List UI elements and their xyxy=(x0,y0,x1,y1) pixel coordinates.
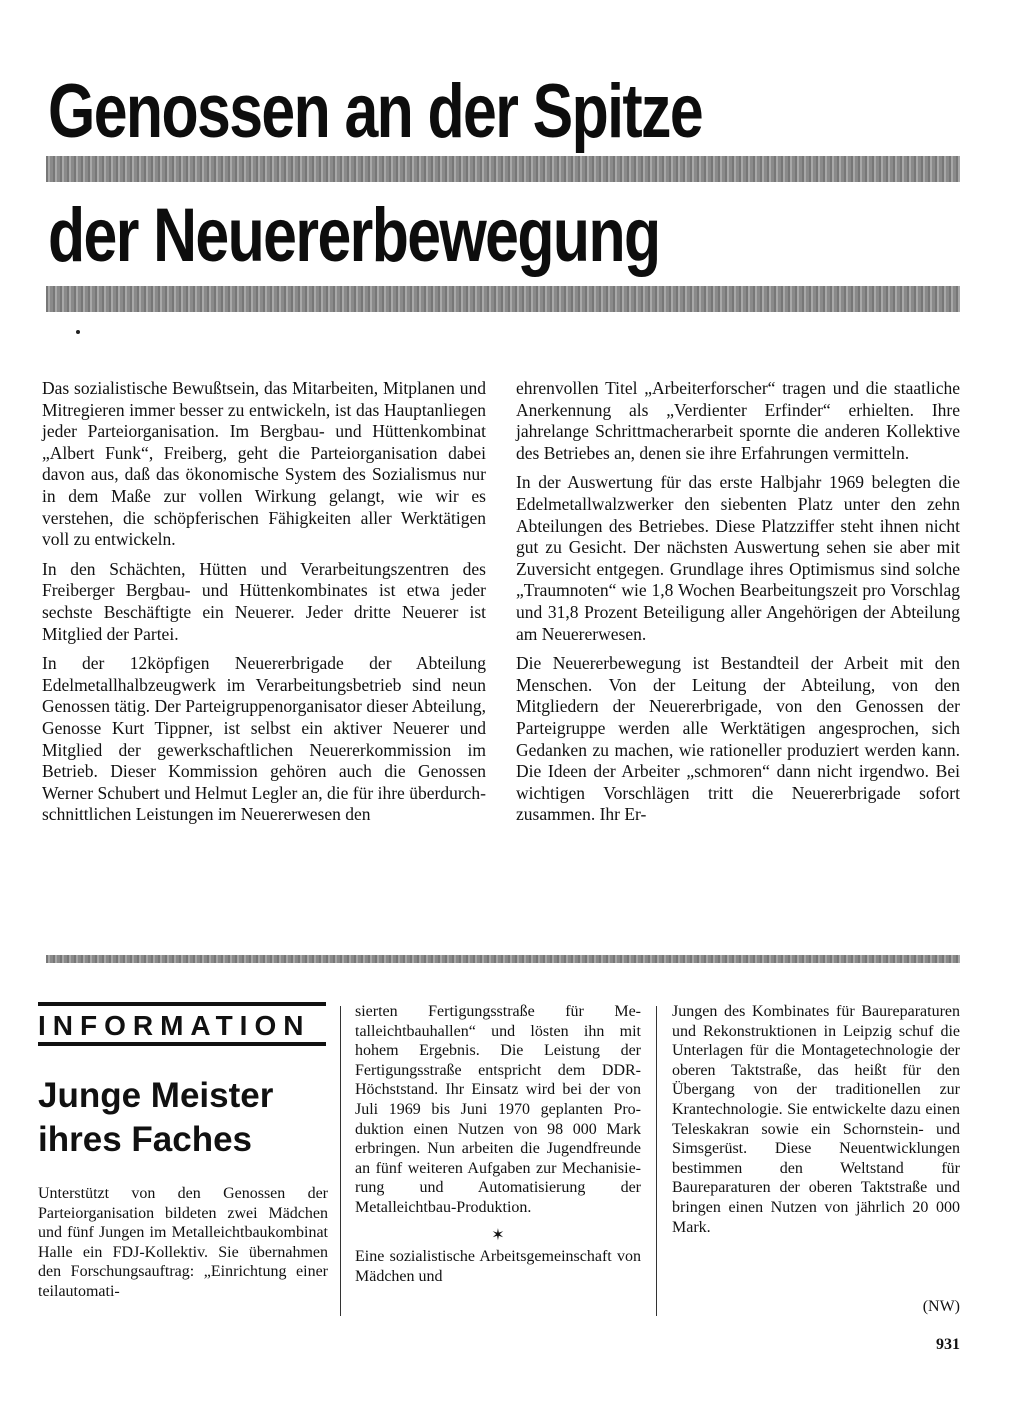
article-column-right xyxy=(516,378,960,834)
info-title-line-2: ihres Faches xyxy=(38,1120,252,1159)
ornament-dot xyxy=(76,330,80,334)
article-paragraph: Die Neuererbewegung ist Bestandteil der Arbeit mit den Menschen. Von der Leitung der Abteilung, von den Mitgliedern der Neuererbrigade, von den Genossen der Parteigruppe werden alle Werktätigen angesprochen, sich Gedanken zu machen, wie rationeller produziert werden kann. Die Ideen der Arbeiter „schmoren“ dann nicht irgendwo. Bei wichtigen Vorschlägen tritt die Neuererbrigade sofort zusammen. Ihr Er- xyxy=(516,653,960,825)
info-column-2 xyxy=(355,1002,641,1294)
info-column-1 xyxy=(38,1184,328,1310)
article-paragraph: Das sozialistische Bewußtsein, das Mitarbeiten, Mitplanen und Mitregieren immer besser zu entwickeln, ist das Hauptanliegen jeder Parteiorganisation. Im Bergbau- und Hüttenkombinat „Albert Funk“, Freiberg, geht die Parteiorganisation dabei davon aus, daß das ökonomische System des Sozialismus nur in dem Maße zur vollen Wirkung gelangt, wie wir es verstehen, die schöpferischen Fähigkeiten aller Werktätigen voll zu entwickeln. xyxy=(42,378,486,550)
headline-line-2: der Neuererbewegung xyxy=(48,193,660,278)
info-title-line-1: Junge Meister xyxy=(38,1076,274,1115)
headline-rule-top xyxy=(46,156,960,182)
author-signature: (NW) xyxy=(922,1298,960,1315)
info-paragraph: sierten Fertigungsstraße für Metalleichtbauhallen“ und lösten ihn mit hohem Ergebnis. Die Leistung der Fertigungsstraße entspricht dem DDR-Höchststand. Ihr Einsatz wird bei der von Juli 1969 bis Juni 1970 geplanten Produktion einen Nutzen von 98 000 Mark erbringen. Nun arbeiten die Jugendfreunde an fünf weiteren Aufgaben zur Mechanisierung und Automatisierung der Metalleichtbau-Produktion. xyxy=(355,1003,641,1216)
info-column-3 xyxy=(672,1002,960,1245)
info-paragraph: Eine sozialistische Arbeitsgemeinschaft von Mädchen und xyxy=(355,1248,641,1285)
asterisk-separator-icon: ✶ xyxy=(491,1226,505,1244)
headline-rule-bottom xyxy=(46,286,960,312)
info-section-label: INFORMATION xyxy=(38,1010,311,1041)
article-column-left xyxy=(42,378,486,834)
article-paragraph: In der Auswertung für das erste Halbjahr 1969 belegten die Edelmetallwalzwerker den siebenten Platz unter den zehn Abteilungen des Betriebes. Diese Platzziffer steht ihnen nicht gut zu Gesicht. Der nächsten Auswertung sehen sie aber mit Zuversicht entgegen. Grundlage ihres Optimismus sind solche „Traumnoten“ wie 1,8 Wochen Bearbeitungszeit pro Vorschlag und 31,8 Prozent Beteiligung aller Angehörigen der Abteilung am Neuererwesen. xyxy=(516,472,960,644)
article-paragraph: In den Schächten, Hütten und Verarbeitungszentren des Freiberger Bergbau- und Hüttenkombinates ist etwa jeder sechste Beschäftigte ein Neuerer. Jeder dritte Neuerer ist Mitglied der Partei. xyxy=(42,558,486,644)
info-paragraph: Jungen des Kombinates für Baureparaturen und Rekonstruktionen in Leipzig schuf die Unterlagen für die Montagetechnologie der oberen Taktstraße, das heißt für den Übergang von der traditionellen zur Krantechnologie. Sie entwickelte dazu einen Teleskakran sowie ein Schornstein- und Simsgerüst. Diese Neuentwicklungen bestimmen den Weltstand für Baureparaturen der oberen Taktstraße und bringen einen Nutzen von jährlich 20 000 Mark. xyxy=(672,1003,960,1236)
column-divider xyxy=(656,1006,657,1316)
info-label-top-bar xyxy=(38,1002,326,1006)
column-divider xyxy=(340,1006,341,1316)
info-paragraph: Unterstützt von den Genossen der Parteiorganisation bildeten zwei Mädchen und fünf Jungen im Metalleichtbaukombinat Halle ein FDJ-Kollektiv. Sie übernahmen den Forschungsauftrag: „Einrichtung einer teilautomati- xyxy=(38,1185,328,1300)
article-paragraph: ehrenvollen Titel „Arbeiterforscher“ tragen und die staatliche Anerkennung als „Verdienter Erfinder“ erhielten. Ihre jahrelange Schrittmacherarbeit spornte die anderen Kollektive des Betriebes an, denen sie ihre Erfahrungen vermitteln. xyxy=(516,378,960,463)
page-number: 931 xyxy=(936,1336,960,1353)
info-label-bottom-bar xyxy=(38,1042,326,1046)
headline-line-1: Genossen an der Spitze xyxy=(48,69,703,154)
info-title xyxy=(38,1074,338,1162)
section-divider xyxy=(46,955,960,963)
article-paragraph: In der 12köpfigen Neuererbrigade der Abteilung Edelmetallhalbzeugwerk im Verarbeitungsbetrieb sind neun Genossen tätig. Der Parteigruppenorganisator dieser Abteilung, Genosse Kurt Tippner, ist selbst ein aktiver Neuerer und Mitglied der gewerkschaftlichen Neuererkommission im Betrieb. Dieser Kommission gehören auch die Genossen Werner Schubert und Helmut Legler an, die für ihre überdurchschnittlichen Leistungen im Neuererwesen den xyxy=(42,653,486,825)
